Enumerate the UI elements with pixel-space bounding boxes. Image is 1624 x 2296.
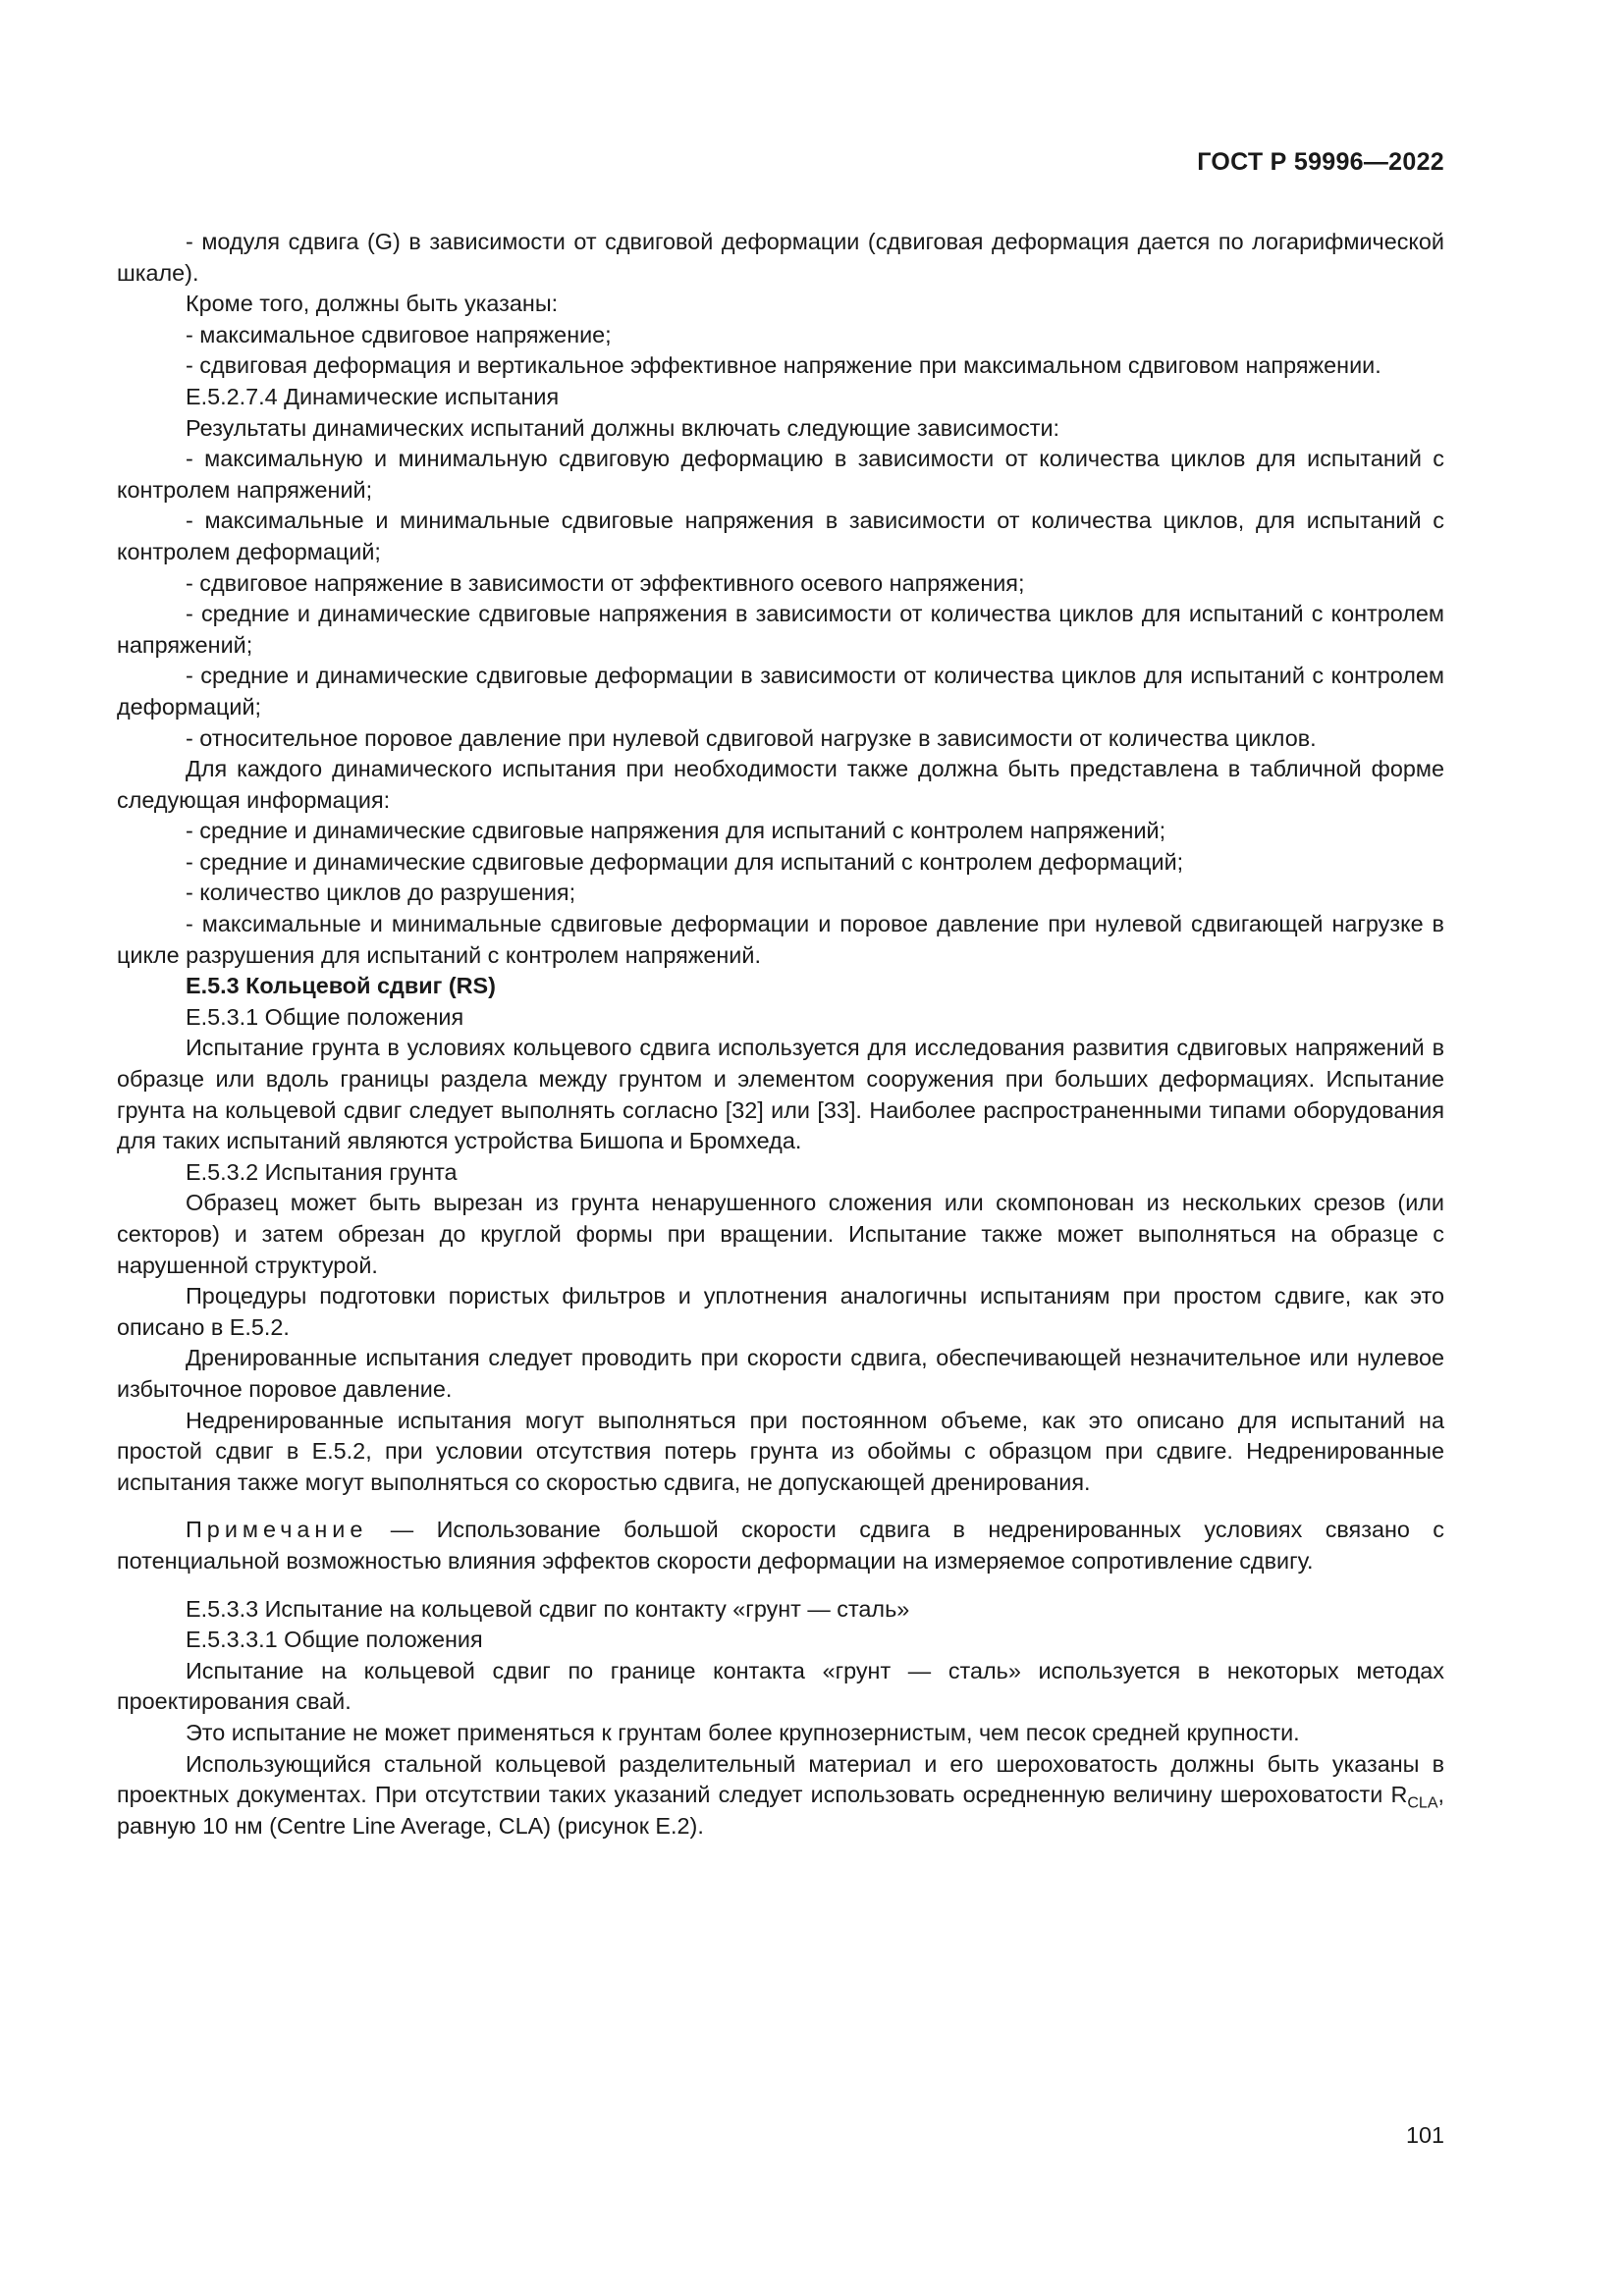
section-heading-e531: Е.5.3.1 Общие положения <box>186 1003 464 1030</box>
paragraph-soil-steel: Испытание на кольцевой сдвиг по границе контакта «грунт — сталь» используется в некоторых методах проектирования свай. <box>117 1657 1444 1715</box>
list-item-shear-strain-vertical-stress: - сдвиговая деформация и вертикальное эффективное напряжение при максимальном сдвиговом напряжении. <box>186 352 1381 379</box>
paragraph-table-info: Для каждого динамического испытания при необходимости также должна быть представлена в табличной форме следующая информация: <box>117 756 1444 813</box>
paragraph-additionally: Кроме того, должны быть указаны: <box>186 291 559 317</box>
paragraph-dynamic-results: Результаты динамических испытаний должны включать следующие зависимости: <box>186 414 1060 441</box>
page-number: 101 <box>1405 2122 1444 2148</box>
note-label: Примечание <box>186 1517 368 1543</box>
note <box>117 1515 1444 1576</box>
section-heading-e533: Е.5.3.3 Испытание на кольцевой сдвиг по контакту «грунт — сталь» <box>186 1595 910 1622</box>
paragraph-sample: Образец может быть вырезан из грунта ненарушенного сложения или скомпонован из нескольких срезов (или секторов) и затем обрезан до круглой формы при вращении. Испытание также может выполняться на образце с нарушенной структурой. <box>117 1190 1444 1278</box>
list-item: - средние и динамические сдвиговые напряжения в зависимости от количества циклов для испытаний с контролем напряжений; <box>117 601 1444 658</box>
document-body <box>117 227 1444 1842</box>
list-item: - средние и динамические сдвиговые напряжения для испытаний с контролем напряжений; <box>186 818 1166 844</box>
paragraph-undrained-tests: Недренированные испытания могут выполняться при постоянном объеме, как это описано для испытаний на простой сдвиг в Е.5.2, при условии отсутствия потерь грунта из обоймы с образцом при сдвиге. Недренированные испытания также могут выполняться со скоростью сдвига, не допускающей дренирования. <box>117 1407 1444 1495</box>
document-code: ГОСТ Р 59996—2022 <box>1197 148 1444 176</box>
roughness-text: Использующийся стальной кольцевой разделительный материал и его шероховатость должны быть указаны в проектных документах. При отсутствии таких указаний следует использовать осредненную величину шероховатости R <box>117 1750 1444 1808</box>
list-item: - максимальную и минимальную сдвиговую деформацию в зависимости от количества циклов для испытаний с контролем напряжений; <box>117 446 1444 503</box>
paragraph-drained-tests: Дренированные испытания следует проводить при скорости сдвига, обеспечивающей незначительное или нулевое избыточное поровое давление. <box>117 1345 1444 1402</box>
list-item: - средние и динамические сдвиговые деформации в зависимости от количества циклов для испытаний с контролем деформаций; <box>117 663 1444 720</box>
list-item: - максимальные и минимальные сдвиговые напряжения в зависимости от количества циклов, для испытаний с контролем деформаций; <box>117 507 1444 564</box>
section-heading-e53: Е.5.3 Кольцевой сдвиг (RS) <box>186 973 496 999</box>
list-item: - относительное поровое давление при нулевой сдвиговой нагрузке в зависимости от количества циклов. <box>186 724 1317 751</box>
note-text: — Использование большой скорости сдвига в недренированных условиях связано с потенциальной возможностью влияния эффектов скорости деформации на измеряемое сопротивление сдвигу. <box>117 1517 1444 1574</box>
section-heading-e5331: Е.5.3.3.1 Общие положения <box>186 1627 483 1653</box>
roughness-subscript: CLA <box>1407 1794 1438 1812</box>
list-item: - средние и динамические сдвиговые деформации для испытаний с контролем деформаций; <box>186 848 1184 875</box>
list-item: - сдвиговое напряжение в зависимости от эффективного осевого напряжения; <box>186 569 1025 596</box>
section-heading-e5274: Е.5.2.7.4 Динамические испытания <box>186 383 560 409</box>
list-item: - максимальные и минимальные сдвиговые деформации и поровое давление при нулевой сдвигающей нагрузке в цикле разрушения для испытаний с контролем напряжений. <box>117 911 1444 968</box>
roughness-text-end: , равную 10 нм (Centre Line Average, CLA) (рисунок Е.2). <box>117 1782 1444 1839</box>
paragraph-roughness <box>117 1749 1444 1842</box>
paragraph-procedures: Процедуры подготовки пористых фильтров и уплотнения аналогичны испытаниям при простом сдвиге, как это описано в Е.5.2. <box>117 1283 1444 1340</box>
paragraph-grain-limit: Это испытание не может применяться к грунтам более крупнозернистым, чем песок средней крупности. <box>186 1719 1300 1745</box>
section-heading-e532: Е.5.3.2 Испытания грунта <box>186 1158 458 1185</box>
list-item-max-shear-stress: - максимальное сдвиговое напряжение; <box>186 321 612 347</box>
list-item: - количество циклов до разрушения; <box>186 880 576 906</box>
list-item-shear-modulus: - модуля сдвига (G) в зависимости от сдвиговой деформации (сдвиговая деформация дается по логарифмической шкале). <box>117 229 1444 286</box>
paragraph-ring-shear-intro: Испытание грунта в условиях кольцевого сдвига используется для исследования развития сдвиговых напряжений в образце или вдоль границы раздела между грунтом и элементом сооружения при больших деформациях. Испытание грунта на кольцевой сдвиг следует выполнять согласно [32] или [33]. Наиболее распространенными типами оборудования для таких испытаний являются устройства Бишопа и Бромхеда. <box>117 1035 1444 1154</box>
